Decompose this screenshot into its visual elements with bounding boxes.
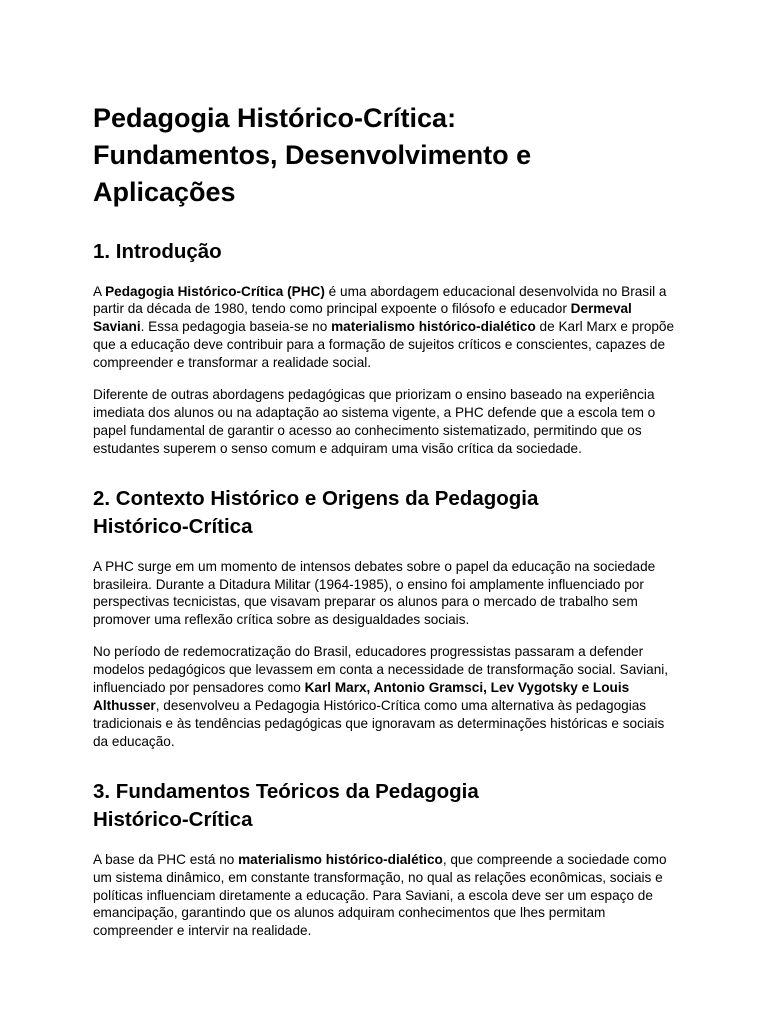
bold-run: materialismo histórico-dialético <box>331 319 536 335</box>
text-run: A PHC surge em um momento de intensos debates sobre o papel da educação na sociedade brasileira. Durante a Ditadura Militar (1964-1985), o ensino foi amplamente influenciado por perspectivas tecnicistas, que visavam preparar os alunos para o mercado de trabalho sem promover uma reflexão crítica sobre as desigualdades sociais. <box>93 558 656 628</box>
paragraph <box>93 558 676 630</box>
bold-run: Dermeval Saviani <box>93 301 632 335</box>
text-run: A <box>93 283 106 299</box>
text-run: de Karl Marx e propõe que a educação deve contribuir para a formação de sujeitos críticos e conscientes, capazes de compreender e transformar a realidade social. <box>93 319 675 371</box>
bold-run: materialismo histórico-dialético <box>238 851 443 867</box>
section-fundamentos-teoricos <box>93 778 676 941</box>
document-title <box>93 100 676 211</box>
text-run: , que compreende a sociedade como um sistema dinâmico, em constante transformação, no qual as relações econômicas, sociais e políticas influenciam diretamente a educação. Para Saviani, a escola deve ser um espaço de emancipação, garantindo que os alunos adquiram conhecimentos que lhes permitam compreender e intervir na realidade. <box>93 851 667 939</box>
title-line: Pedagogia Histórico-Crítica: <box>93 103 457 133</box>
paragraph <box>93 643 676 750</box>
title-line: Fundamentos, Desenvolvimento e <box>93 140 532 170</box>
bold-run: Pedagogia Histórico-Crítica (PHC) <box>105 283 325 299</box>
section-contexto-historico <box>93 485 676 751</box>
paragraph <box>93 386 676 458</box>
section-heading: 1. Introdução <box>93 240 222 263</box>
section-heading: 3. Fundamentos Teóricos da Pedagogia Histórico-Crítica <box>93 779 479 832</box>
paragraph <box>93 283 676 373</box>
text-run: No período de redemocratização do Brasil, educadores progressistas passaram a defender modelos pedagógicos que levassem em conta a necessidade de transformação social. Saviani, influenciado por pensadores como <box>93 644 669 696</box>
bold-run: Karl Marx, Antonio Gramsci, Lev Vygotsky e Louis Althusser <box>93 680 630 713</box>
text-run: é uma abordagem educacional desenvolvida no Brasil a partir da década de 1980, tendo como principal expoente o filósofo e educador <box>93 283 667 317</box>
title-line: Aplicações <box>93 177 236 207</box>
text-run: A base da PHC está no <box>93 851 239 867</box>
text-run: Diferente de outras abordagens pedagógicas que priorizam o ensino baseado na experiência imediata dos alunos ou na adaptação ao sistema vigente, a PHC defende que a escola tem o papel fundamental de garantir o acesso ao conhecimento sistematizado, permitindo que os estudantes superem o senso comum e adquiram uma visão crítica da sociedade. <box>93 387 656 456</box>
paragraph <box>93 851 676 941</box>
text-run: . Essa pedagogia baseia-se no <box>140 319 332 335</box>
text-run: , desenvolveu a Pedagogia Histórico-Crítica como uma alternativa às pedagogias tradicionais e às tendências pedagógicas que ignoravam as determinações históricas e sociais da educação. <box>93 698 665 749</box>
section-introducao <box>93 238 676 458</box>
section-heading: 2. Contexto Histórico e Origens da Pedagogia Histórico-Crítica <box>93 486 539 539</box>
